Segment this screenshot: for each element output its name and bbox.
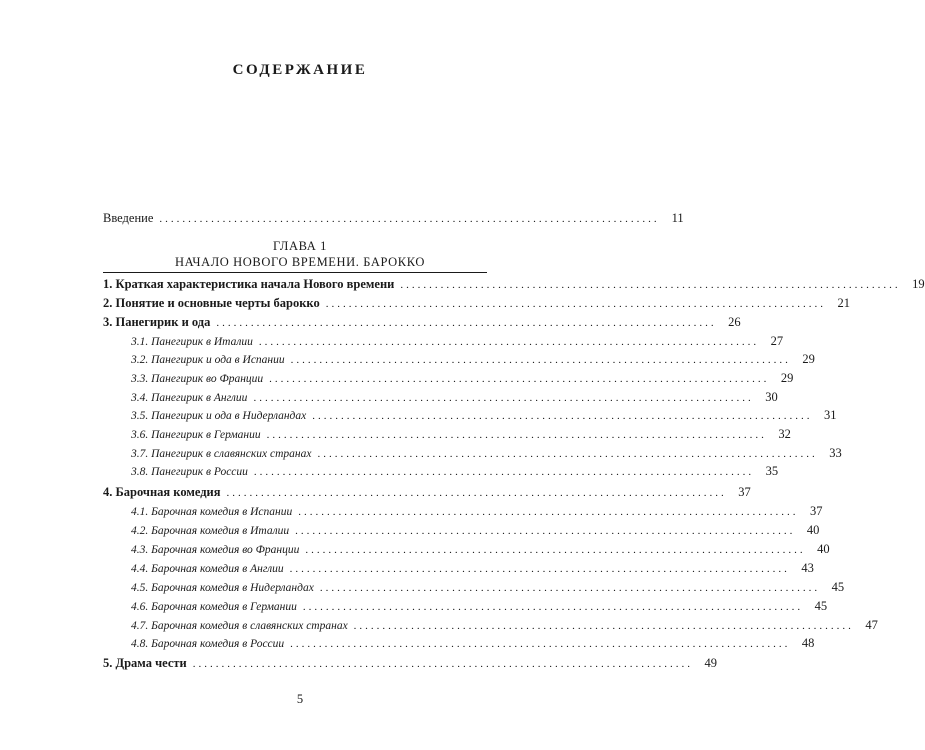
toc-entry-label: 5. Драма чести [103, 656, 187, 670]
dot-leader: ....................................................................................... [319, 582, 821, 594]
toc-entry-page: 45 [831, 580, 845, 594]
toc-entry-introduction [103, 210, 684, 227]
dot-leader: ....................................................................................... [302, 601, 804, 613]
toc-section-4 [103, 484, 751, 501]
chapter-heading: НАЧАЛО НОВОГО ВРЕМЕНИ. БАРОККО [175, 255, 425, 269]
chapter-rule [103, 272, 487, 273]
toc-subsection [131, 503, 823, 520]
toc-entry-page: 33 [829, 446, 842, 460]
toc-entry-page: 49 [704, 656, 717, 670]
toc-entry-label: 3. Панегирик и ода [103, 315, 211, 329]
toc-entry-page: 47 [865, 618, 878, 632]
dot-leader: ....................................................................................... [289, 563, 790, 575]
dot-leader: ....................................................................................... [159, 213, 660, 225]
dot-leader: ....................................................................................... [298, 506, 799, 518]
toc-entry-label: 4. Барочная комедия [103, 485, 221, 499]
toc-entry-page: 19 [912, 277, 925, 291]
toc-subsection [131, 333, 784, 350]
toc-entry-page: 37 [809, 504, 823, 518]
toc-subsection [131, 426, 791, 443]
toc-entry-page: 27 [770, 334, 784, 348]
toc-entry-label: 4.7. Барочная комедия в славянских странах [131, 620, 348, 632]
toc-entry-page: 40 [817, 542, 830, 556]
toc-section-1 [103, 276, 925, 293]
toc-entry-label: 4.1. Барочная комедия в Испании [131, 506, 293, 518]
toc-entry-page: 11 [671, 211, 684, 225]
toc-entry-page: 26 [728, 315, 741, 329]
toc-subsection [131, 635, 815, 652]
dot-leader: ....................................................................................... [266, 429, 767, 441]
toc-entry-page: 48 [801, 636, 815, 650]
toc-subsection [131, 370, 794, 387]
toc-entry-label: 3.2. Панегирик и ода в Испании [131, 354, 285, 366]
toc-entry-page: 40 [806, 523, 820, 537]
dot-leader: ....................................................................................... [269, 373, 770, 385]
toc-subsection [131, 463, 779, 480]
toc-entry-label: 4.8. Барочная комедия в России [131, 638, 285, 650]
toc-entry-label: 3.1. Панегирик в Италии [131, 336, 253, 348]
toc-subsection [131, 617, 878, 634]
dot-leader: ....................................................................................... [353, 620, 854, 632]
page-title: СОДЕРЖАНИЕ [232, 62, 368, 78]
toc-entry-page: 32 [778, 427, 791, 441]
dot-leader: ....................................................................................... [400, 279, 901, 291]
toc-entry-page: 35 [765, 464, 779, 478]
dot-leader: ....................................................................................... [192, 658, 693, 670]
toc-section-2 [103, 295, 850, 312]
dot-leader: ....................................................................................... [253, 392, 754, 404]
toc-entry-page: 43 [801, 561, 814, 575]
toc-entry-label: Введение [103, 211, 154, 225]
toc-entry-page: 37 [738, 485, 751, 499]
toc-entry-label: 4.3. Барочная комедия во Франции [131, 544, 300, 556]
toc-entry-label: 3.6. Панегирик в Германии [131, 429, 261, 441]
toc-section-3 [103, 314, 741, 331]
toc-subsection [131, 598, 828, 615]
toc-entry-label: 1. Краткая характеристика начала Нового времени [103, 277, 395, 291]
toc-entry-page: 21 [837, 296, 850, 310]
dot-leader: ....................................................................................... [216, 317, 717, 329]
dot-leader: ....................................................................................... [317, 448, 818, 460]
toc-entry-label: 3.3. Панегирик во Франции [131, 373, 264, 385]
toc-entry-label: 4.6. Барочная комедия в Германии [131, 601, 297, 613]
toc-subsection [131, 407, 837, 424]
dot-leader: ....................................................................................... [290, 354, 791, 366]
toc-subsection [131, 351, 815, 368]
chapter-number: ГЛАВА 1 [273, 239, 327, 253]
toc-subsection [131, 522, 820, 539]
toc-entry-label: 3.8. Панегирик в России [131, 466, 248, 478]
toc-entry-page: 45 [814, 599, 828, 613]
toc-subsection [131, 445, 842, 462]
dot-leader: ....................................................................................... [258, 336, 760, 348]
page-number: 5 [296, 692, 304, 706]
toc-entry-label: 3.7. Панегирик в славянских странах [131, 448, 312, 460]
toc-entry-page: 29 [780, 371, 794, 385]
toc-entry-page: 29 [802, 352, 815, 366]
toc-subsection [131, 560, 814, 577]
toc-section-5 [103, 655, 717, 672]
toc-subsection [131, 389, 778, 406]
toc-entry-page: 30 [765, 390, 778, 404]
toc-entry-page: 31 [823, 408, 837, 422]
dot-leader: ....................................................................................... [253, 466, 755, 478]
dot-leader: ....................................................................................... [295, 525, 796, 537]
toc-entry-label: 3.4. Панегирик в Англии [131, 392, 248, 404]
toc-entry-label: 4.5. Барочная комедия в Нидерландах [131, 582, 314, 594]
dot-leader: ....................................................................................... [312, 410, 813, 422]
toc-entry-label: 4.2. Барочная комедия в Италии [131, 525, 290, 537]
dot-leader: ....................................................................................... [290, 638, 791, 650]
toc-entry-label: 4.4. Барочная комедия в Англии [131, 563, 284, 575]
toc-entry-label: 3.5. Панегирик и ода в Нидерландах [131, 410, 307, 422]
toc-entry-label: 2. Понятие и основные черты барокко [103, 296, 320, 310]
dot-leader: ....................................................................................... [226, 487, 727, 499]
toc-subsection [131, 541, 830, 558]
dot-leader: ....................................................................................... [325, 298, 826, 310]
dot-leader: ....................................................................................... [305, 544, 806, 556]
toc-subsection [131, 579, 845, 596]
